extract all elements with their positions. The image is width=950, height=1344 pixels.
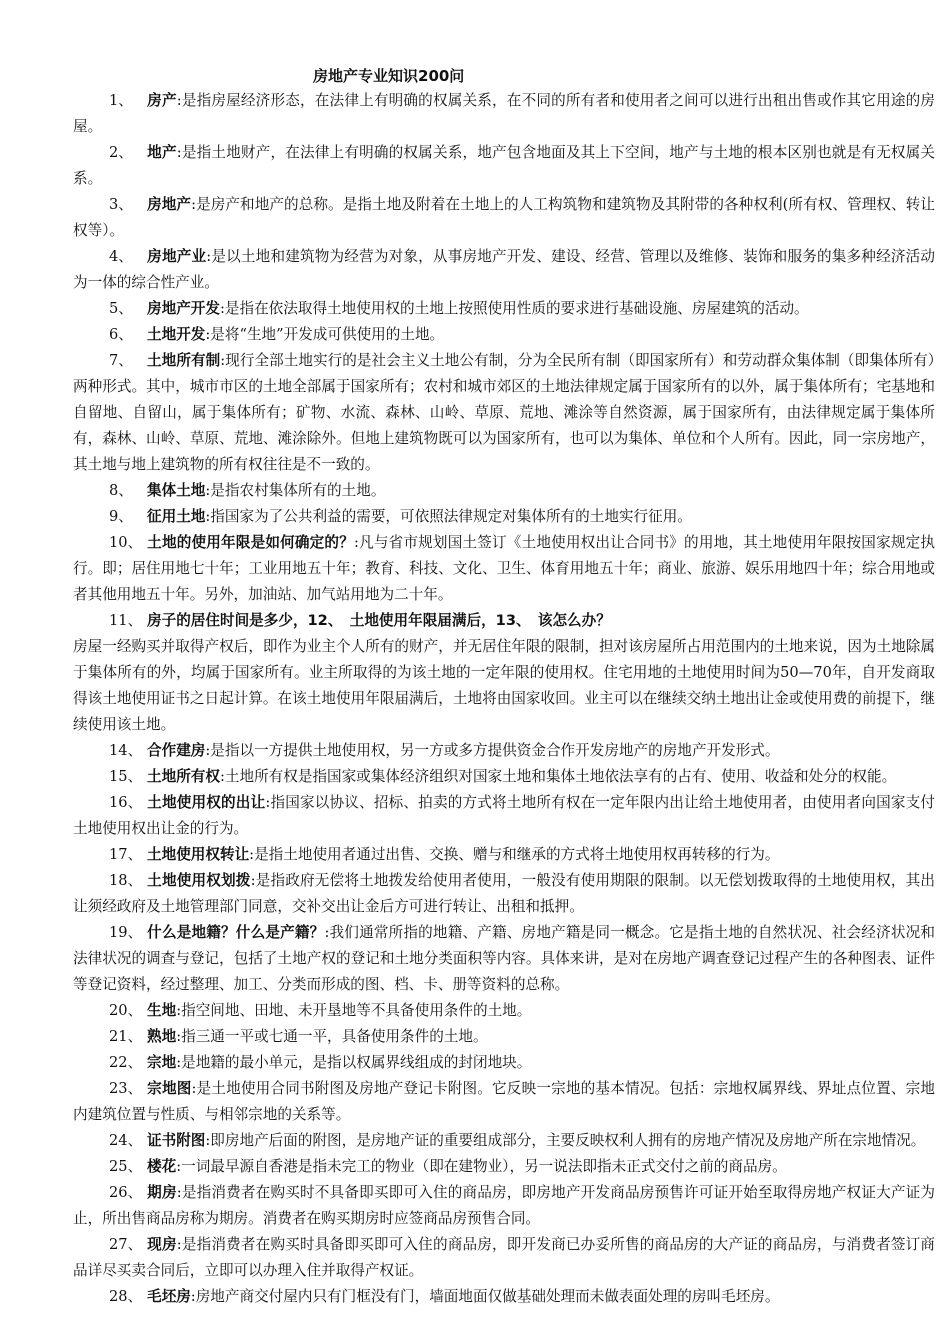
qa-entry-19: 19、 什么是地籍？什么是产籍？:我们通常所指的地籍、产籍、房地产籍是同一概念。它是指土地的自然状况、社会经济状况和法律状况的调查与登记，包括了土地产权的登记和土地分类面积等内容。具体来讲，是对在房地产调查登记过程产生的各种图表、证件等登记资料，经过整理、加工、分类而形成的图、档、卡、册等资料的总称。 [73,924,935,993]
entry-text: :指三通一平或七通一平，具备使用条件的土地。 [176,1028,488,1045]
entry-term: 土地使用权转让 [147,846,250,863]
entry-text: :指国家以协议、招标、拍卖的方式将土地所有权在一定年限内出让给土地使用者，由使用者向国家支付土地使用权出让金的行为。 [73,794,935,837]
qa-entry-25: 25、 楼花:一词最早源自香港是指未完工的物业（即在建物业），另一说法即指未正式交付之前的商品房。 [109,1158,787,1175]
entry-term: 房地产 [147,196,192,213]
entry-text: :凡与省市规划国土签订《土地使用权出让合同书》的用地，其土地使用年限按国家规定执行。即；居住用地七十年；工业用地五十年；教育、科技、文化、卫生、体育用地五十年；商业、旅游、娱乐用地四十年；综合用地或者其他用地五十年。另外，加油站、加气站用地为二十年。 [73,534,935,603]
qa-entry-21: 21、 熟地:指三通一平或七通一平，具备使用条件的土地。 [109,1028,488,1045]
answer-11-13: 房屋一经购买并取得产权后，即作为业主个人所有的财产，并无居住年限的限制，担对该房屋所占用范围内的土地来说，因为土地除属于集体所有的外，均属于国家所有。业主所取得的为该土地的一定年限的使用权。住宅用地的土地使用时间为50—70年，自开发商取得该土地使用证书之日起计算。在该土地使用年限届满后，土地将由国家收回。业主可以在继续交纳土地出让金或使用费的前提下，继续使用该土地。 [73,638,935,733]
qa-entry-2: 2、 地产:是指土地财产，在法律上有明确的权属关系，地产包含地面及其上下空间，地产与土地的根本区别也就是有无权属关系。 [73,144,935,187]
entry-term: 证书附图 [147,1132,206,1149]
entry-term: 房地产开发 [147,300,220,317]
qa-entry-9: 9、 征用土地:指国家为了公共利益的需要，可依照法律规定对集体所有的土地实行征用。 [109,508,692,525]
entry-text: :即房地产后面的附图，是房地产证的重要组成部分，主要反映权利人拥有的房地产情况及房地产所在宗地情况。 [205,1132,926,1149]
entry-text: :我们通常所指的地籍、产籍、房地产籍是同一概念。它是指土地的自然状况、社会经济状况和法律状况的调查与登记，包括了土地产权的登记和土地分类面积等内容。具体来讲，是对在房地产调查登记过程产生的各种图表、证件等登记资料，经过整理、加工、分类而形成的图、档、卡、册等资料的总称。 [73,924,935,993]
entry-term: 什么是地籍？什么是产籍？ [147,924,325,941]
entry-text: :是以土地和建筑物为经营为对象，从事房地产开发、建设、经营、管理以及维修、装饰和服务的集多种经济活动为一体的综合性产业。 [73,248,935,291]
qa-entry-1: 1、 房产:是指房屋经济形态，在法律上有明确的权属关系，在不同的所有者和使用者之间可以进行出租出售或作其它用途的房屋。 [73,92,935,135]
entry-term: 土地所有权 [147,768,220,785]
entry-term: 期房 [147,1184,177,1201]
entry-term: 生地 [147,1002,177,1019]
entry-text: :是地籍的最小单元，是指以权属界线组成的封闭地块。 [176,1054,532,1071]
qa-entry-18: 18、 土地使用权划拨:是指政府无偿将土地拨发给使用者使用，一般没有使用期限的限制。以无偿划拨取得的土地使用权，其出让须经政府及土地管理部门同意，交补交出让金后方可进行转让、出租和抵押。 [73,872,935,915]
qa-entry-23: 23、 宗地图:是土地使用合同书附图及房地产登记卡附图。它反映一宗地的基本情况。包括：宗地权属界线、界址点位置、宗地内建筑位置与性质、与相邻宗地的关系等。 [73,1080,935,1123]
entry-term: 土地开发 [147,326,206,343]
entry-text: :一词最早源自香港是指未完工的物业（即在建物业），另一说法即指未正式交付之前的商品房。 [176,1158,787,1175]
qa-entry-17: 17、 土地使用权转让:是指土地使用者通过出售、交换、赠与和继承的方式将土地使用权再转移的行为。 [109,846,780,863]
qa-entry-8: 8、 集体土地:是指农村集体所有的土地。 [109,482,386,499]
entry-term: 宗地 [147,1054,177,1071]
entry-term: 土地使用权划拨 [147,872,251,889]
entry-text: :是指消费者在购买时不具备即买即可入住的商品房，即房地产开发商品房预售许可证开始至取得房地产权证大产证为止，所出售商品房称为期房。消费者在购买期房时应签商品房预售合同。 [73,1184,935,1227]
qa-entry-3: 3、 房地产:是房产和地产的总称。是指土地及附着在土地上的人工构筑物和建筑物及其附带的各种权利(所有权、管理权、转让权等）。 [73,196,935,239]
entry-text: :是指政府无偿将土地拨发给使用者使用，一般没有使用期限的限制。以无偿划拨取得的土地使用权，其出让须经政府及土地管理部门同意，交补交出让金后方可进行转让、出租和抵押。 [73,872,935,915]
qa-entry-5: 5、 房地产开发:是指在依法取得土地使用权的土地上按照使用性质的要求进行基础设施、房屋建筑的活动。 [109,300,809,317]
entry-text: :指空间地、田地、未开垦地等不具备使用条件的土地。 [176,1002,532,1019]
qa-entry-11-13: 11、 房子的居住时间是多少，12、 土地使用年限届满后，13、 该怎么办？ [109,612,611,629]
qa-entry-10: 10、 土地的使用年限是如何确定的？:凡与省市规划国土签订《土地使用权出让合同书》的用地，其土地使用年限按国家规定执行。即；居住用地七十年；工业用地五十年；教育、科技、文化、卫生、体育用地五十年；商业、旅游、娱乐用地四十年；综合用地或者其他用地五十年。另外，加油站、加气站用地为二十年。 [73,534,935,603]
qa-entry-16: 16、 土地使用权的出让:指国家以协议、招标、拍卖的方式将土地所有权在一定年限内出让给土地使用者，由使用者向国家支付土地使用权出让金的行为。 [73,794,935,837]
entry-term: 毛坯房 [147,1288,191,1305]
qa-entry-6: 6、 土地开发:是将“生地”开发成可供使用的土地。 [109,326,445,343]
entry-text: :房地产商交付屋内只有门框没有门，墙面地面仅做基础处理而未做表面处理的房叫毛坯房。 [190,1288,780,1305]
entry-term: 熟地 [147,1028,177,1045]
qa-entry-14: 14、 合作建房:是指以一方提供土地使用权，另一方或多方提供资金合作开发房地产的房地产开发形式。 [109,742,780,759]
qa-entry-24: 24、 证书附图:即房地产后面的附图，是房地产证的重要组成部分，主要反映权利人拥有的房地产情况及房地产所在宗地情况。 [109,1132,926,1149]
entry-term: 房子的居住时间是多少，12、 土地使用年限届满后，13、 该怎么办？ [147,612,611,629]
qa-entry-20: 20、 生地:指空间地、田地、未开垦地等不具备使用条件的土地。 [109,1002,532,1019]
entry-term: 现房 [147,1236,177,1253]
qa-entry-27: 27、 现房:是指消费者在购买时具备即买即可入住的商品房，即开发商已办妥所售的商品房的大产证的商品房，与消费者签订商品详尽买卖合同后，立即可以办理入住并取得产权证。 [73,1236,935,1279]
entry-text: :现行全部土地实行的是社会主义土地公有制，分为全民所有制（即国家所有）和劳动群众集体制（即集体所有）两种形式。其中，城市市区的土地全部属于国家所有；农村和城市郊区的土地法律规定属于国家所有的以外，属于集体所有；宅基地和自留地、自留山，属于集体所有；矿物、水流、森林、山岭、草原、荒地、滩涂等自然资源，属于国家所有，由法律规定属于集体所有，森林、山岭、草原、荒地、滩涂除外。但地上建筑物既可以为国家所有，也可以为集体、单位和个人所有。因此，同一宗房地产，其土地与地上建筑物的所有权往往是不一致的。 [73,352,935,473]
entry-text: :是土地使用合同书附图及房地产登记卡附图。它反映一宗地的基本情况。包括：宗地权属界线、界址点位置、宗地内建筑位置与性质、与相邻宗地的关系等。 [73,1080,935,1123]
entry-text: :土地所有权是指国家或集体经济组织对国家土地和集体土地依法享有的占有、使用、收益和处分的权能。 [219,768,897,785]
entry-text: :是指房屋经济形态，在法律上有明确的权属关系，在不同的所有者和使用者之间可以进行出租出售或作其它用途的房屋。 [73,92,935,135]
entry-term: 土地所有制 [147,352,221,369]
entry-term: 楼花 [147,1158,177,1175]
entry-term: 征用土地 [147,508,206,525]
entry-term: 合作建房 [147,742,206,759]
entry-term: 土地的使用年限是如何确定的？ [147,534,354,551]
entry-text: :是指消费者在购买时具备即买即可入住的商品房，即开发商已办妥所售的商品房的大产证的商品房，与消费者签订商品详尽买卖合同后，立即可以办理入住并取得产权证。 [73,1236,935,1279]
entry-term: 宗地图 [147,1080,192,1097]
qa-entry-15: 15、 土地所有权:土地所有权是指国家或集体经济组织对国家土地和集体土地依法享有的占有、使用、收益和处分的权能。 [109,768,897,785]
qa-entry-4: 4、 房地产业:是以土地和建筑物为经营为对象，从事房地产开发、建设、经营、管理以及维修、装饰和服务的集多种经济活动为一体的综合性产业。 [73,248,935,291]
entry-text: :是房产和地产的总称。是指土地及附着在土地上的人工构筑物和建筑物及其附带的各种权利(所有权、管理权、转让权等）。 [73,196,935,239]
entry-text: :是指在依法取得土地使用权的土地上按照使用性质的要求进行基础设施、房屋建筑的活动。 [219,300,809,317]
entry-term: 地产 [147,144,177,161]
qa-entry-28: 28、 毛坯房:房地产商交付屋内只有门框没有门，墙面地面仅做基础处理而未做表面处理的房叫毛坯房。 [109,1288,780,1305]
qa-entry-7: 7、 土地所有制:现行全部土地实行的是社会主义土地公有制，分为全民所有制（即国家所有）和劳动群众集体制（即集体所有）两种形式。其中，城市市区的土地全部属于国家所有；农村和城市郊区的土地法律规定属于国家所有的以外，属于集体所有；宅基地和自留地、自留山，属于集体所有；矿物、水流、森林、山岭、草原、荒地、滩涂等自然资源，属于国家所有，由法律规定属于集体所有，森林、山岭、草原、荒地、滩涂除外。但地上建筑物既可以为国家所有，也可以为集体、单位和个人所有。因此，同一宗房地产，其土地与地上建筑物的所有权往往是不一致的。 [73,352,935,473]
entry-text: :是指以一方提供土地使用权，另一方或多方提供资金合作开发房地产的房地产开发形式。 [205,742,780,759]
qa-entry-22: 22、 宗地:是地籍的最小单元，是指以权属界线组成的封闭地块。 [109,1054,532,1071]
entry-text: :是将“生地”开发成可供使用的土地。 [205,326,445,343]
entry-text: :是指土地使用者通过出售、交换、赠与和继承的方式将土地使用权再转移的行为。 [249,846,780,863]
document-page [73,64,935,1310]
entry-text: :指国家为了公共利益的需要，可依照法律规定对集体所有的土地实行征用。 [205,508,692,525]
entry-term: 土地使用权的出让 [147,794,266,811]
document-title: 房地产专业知识200问 [313,67,465,85]
entry-text: :是指农村集体所有的土地。 [205,482,386,499]
entry-term: 集体土地 [147,482,206,499]
entry-term: 房产 [147,92,177,109]
qa-entry-26: 26、 期房:是指消费者在购买时不具备即买即可入住的商品房，即房地产开发商品房预售许可证开始至取得房地产权证大产证为止，所出售商品房称为期房。消费者在购买期房时应签商品房预售合同。 [73,1184,935,1227]
entry-text: :是指土地财产，在法律上有明确的权属关系，地产包含地面及其上下空间，地产与土地的根本区别也就是有无权属关系。 [73,144,935,187]
entry-term: 房地产业 [147,248,207,265]
